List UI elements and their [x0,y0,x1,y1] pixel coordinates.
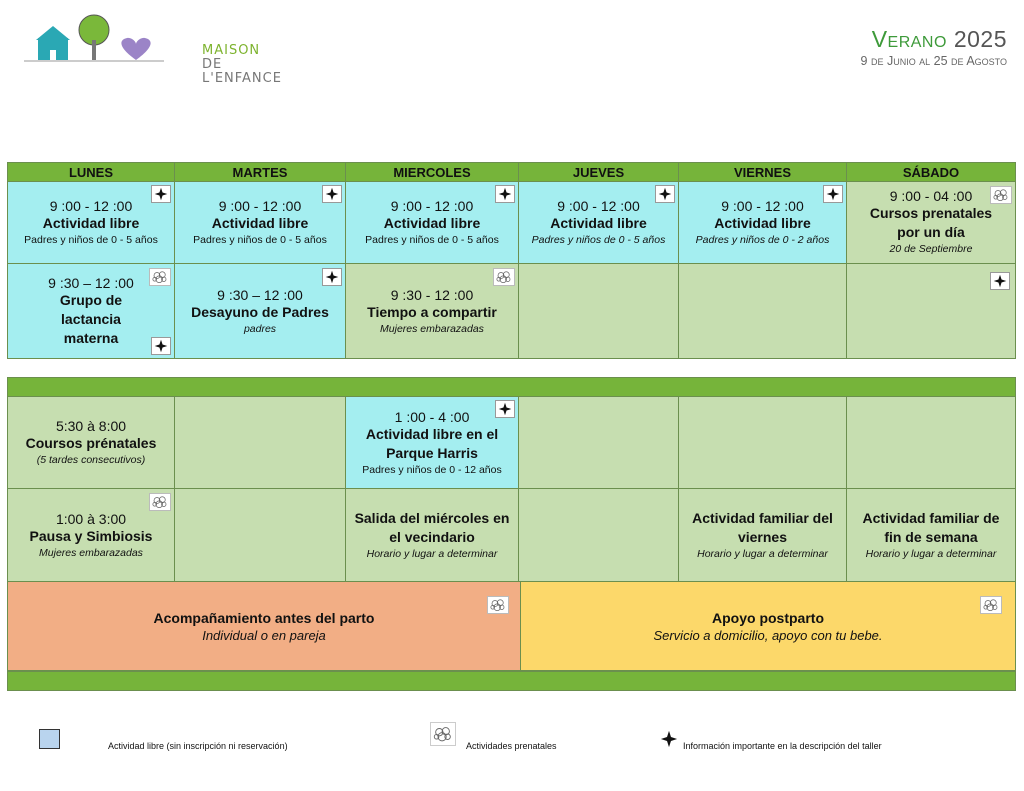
empty-cell [174,396,346,489]
logo-text [202,44,299,86]
empty-cell [174,488,346,582]
activity-monday-afternoon [7,488,175,582]
morning-row-1 [7,181,1016,263]
star-icon [322,185,342,203]
activity-time: 1 :00 - 4 :00 [394,408,470,425]
season-year: 2025 [953,26,1007,52]
logo-graphic-icon [24,10,174,62]
empty-cell [518,263,679,359]
empty-cell [678,263,847,359]
day-header-thursday: JUEVES [518,162,679,182]
activity-audience: Padres y niños de 0 - 5 años [193,234,327,246]
activity-name: Desayuno de Padres [191,303,329,320]
activity-name: Grupo de lactancia materna [59,291,123,346]
activity-note: Horario y lugar a determinar [865,548,997,560]
prenatal-icon [493,268,515,286]
activity-weekend-family [846,488,1016,582]
activity-name: Actividad libre [211,215,309,231]
activity-friday-morning [678,181,847,264]
star-icon [151,337,171,355]
activity-wednesday-afternoon [345,396,519,489]
activity-time: 9 :00 - 12 :00 [557,198,640,214]
activity-tuesday-late-morning [174,263,346,359]
activity-note: (5 tardes consecutivos) [36,454,146,466]
activity-note: Horario y lugar a determinar [366,548,498,560]
star-icon [495,400,515,418]
day-header-tuesday: MARTES [174,162,346,182]
activity-date: 20 de Septiembre [889,243,973,255]
activity-tuesday-morning [174,181,346,264]
star-icon [660,730,678,748]
star-icon [823,185,843,203]
activity-name: Actividad libre [42,215,140,231]
saturday-late-morning-cell [846,263,1016,359]
activity-audience: padres [243,322,277,335]
logo-line-1: MAISON [202,43,261,58]
activity-time: 9 :00 - 12 :00 [218,198,302,214]
footer-bar [7,671,1016,691]
activity-time: 9 :30 – 12 :00 [217,286,303,303]
legend-prenatal-label: Actividades prenatales [466,741,557,751]
afternoon-row-2 [7,488,1016,581]
empty-cell [678,396,847,489]
star-icon [151,185,171,203]
morning-schedule [7,162,1016,358]
empty-cell [846,396,1016,489]
activity-name: Cursos prenatales por un día [869,205,993,240]
service-description: Servicio a domicilio, apoyo con tu bebe. [653,628,883,643]
activity-saturday-morning [846,181,1016,264]
prenatal-icon [990,186,1012,204]
activity-time: 9 :30 - 12 :00 [390,286,474,303]
activity-time: 9 :00 - 12 :00 [721,198,804,214]
star-icon [990,272,1010,290]
prenatal-icon [980,596,1002,614]
afternoon-header-bar [7,377,1016,397]
activity-name: Actividad libre [383,215,481,231]
services-row [7,581,1016,670]
star-icon [655,185,675,203]
season-dates: 9 de Junio al 25 de Agosto [860,54,1007,68]
empty-cell [518,488,679,582]
activity-time: 9 :00 - 12 :00 [49,198,133,214]
activity-audience: Padres y niños de 0 - 5 años [365,234,499,246]
activity-wednesday-morning [345,181,519,264]
activity-time: 1:00 à 3:00 [55,510,127,527]
morning-row-2 [7,263,1016,358]
activity-thursday-morning [518,181,679,264]
activity-wednesday-outing [345,488,519,582]
day-header-monday: LUNES [7,162,175,182]
empty-cell [518,396,679,489]
activity-time: 9 :30 – 12 :00 [48,274,134,291]
activity-monday-late-morning [7,263,175,359]
prenatal-icon [149,493,171,511]
service-name: Apoyo postparto [712,610,824,626]
activity-time: 9 :00 - 12 :00 [390,198,474,214]
activity-name: Coursos prénatales [25,435,157,451]
activity-name: Actividad familiar del viernes [692,510,833,545]
activity-name: Actividad libre en el Parque Harris [365,425,499,461]
day-header-saturday: SÁBADO [846,162,1016,182]
free-activity-swatch [39,729,60,749]
activity-audience: Mujeres embarazadas [39,546,143,559]
activity-name: Actividad libre [714,215,811,231]
activity-audience: Padres y niños de 0 - 5 años [24,234,158,246]
star-icon [322,268,342,286]
day-header-friday: VIERNES [678,162,847,182]
activity-time: 5:30 à 8:00 [55,418,127,434]
service-postpartum-support [520,581,1016,671]
day-header-row [7,162,1016,181]
afternoon-row-1 [7,396,1016,488]
prenatal-icon [487,596,509,614]
service-prenatal-support [7,581,521,671]
activity-monday-morning [7,181,175,264]
activity-wednesday-late-morning [345,263,519,359]
activity-monday-evening [7,396,175,489]
season-title [861,26,1007,53]
activity-audience: Padres y niños de 0 - 12 años [362,463,502,476]
service-name: Acompañamiento antes del parto [153,610,375,626]
legend-important-label: Información importante en la descripción del taller [683,741,882,751]
activity-note: Horario y lugar a determinar [697,548,828,560]
activity-name: Salida del miércoles en el vecindario [354,510,510,545]
season-name: Verano [871,26,947,52]
afternoon-schedule [7,396,1016,670]
activity-name: Pausa y Simbiosis [29,527,153,544]
activity-name: Actividad familiar de fin de semana [862,510,1000,545]
legend-free-label: Actividad libre (sin inscripción ni reservación) [108,741,288,751]
activity-time: 9 :00 - 04 :00 [889,188,973,204]
activity-audience: Padres y niños de 0 - 2 años [695,234,830,246]
activity-friday-family [678,488,847,582]
logo-line-2: DE L'ENFANCE [202,57,282,86]
activity-audience: Padres y niños de 0 - 5 años [531,234,666,246]
star-icon [495,185,515,203]
logo [24,10,299,86]
season-header [861,26,1007,68]
activity-name: Tiempo a compartir [367,303,497,320]
day-header-wednesday: MIERCOLES [345,162,519,182]
service-description: Individual o en pareja [202,628,326,643]
activity-audience: Mujeres embarazadas [380,322,484,335]
prenatal-icon [430,722,456,746]
prenatal-icon [149,268,171,286]
activity-name: Actividad libre [550,215,647,231]
